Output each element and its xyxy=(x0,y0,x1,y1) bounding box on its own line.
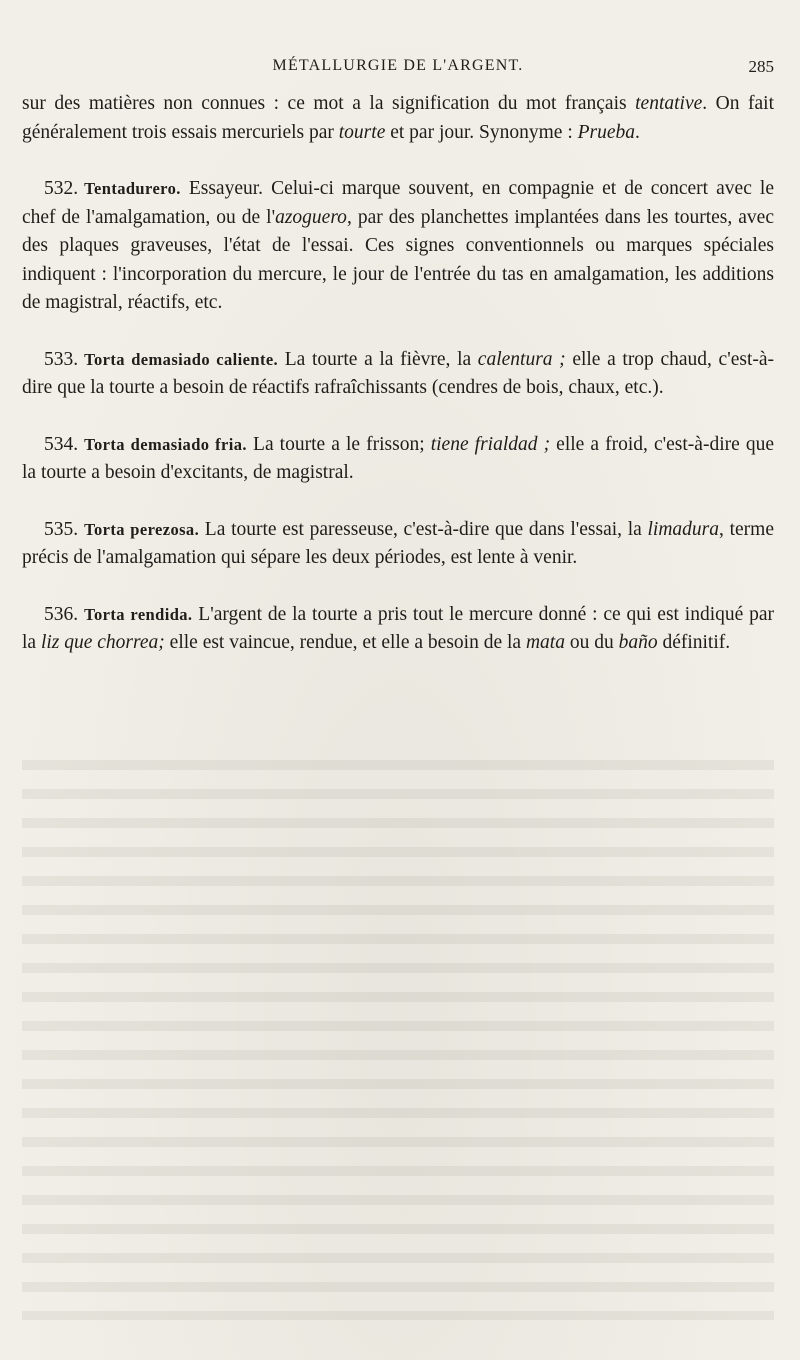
entry-term: Torta demasiado fria. xyxy=(84,434,247,454)
text-run: La tourte est paresseuse, c'est-à-dire que dans l'essai, la xyxy=(199,518,648,540)
show-through-texture xyxy=(22,760,774,1320)
text-run: L'argent de la tourte a pris tout le mercure donné : ce qui est indiqué par la xyxy=(22,603,774,653)
italic-term: baño xyxy=(618,632,658,653)
text-run: , par des planchettes implantées dans les tourtes, avec des plaques graveuses, l'état de l'essai. Ces signes conventionnels ou marques spéciales indiquent : l'incorporation du mercure, le jour de l'entrée du tas en amalgamation, les additions de magistral, réactifs, etc. xyxy=(22,206,774,313)
italic-term: calentura ; xyxy=(477,348,566,370)
entry-535 xyxy=(22,516,774,573)
text-run: définitif. xyxy=(657,632,731,653)
intro-paragraph xyxy=(22,90,774,147)
entry-number: 534. xyxy=(44,433,79,455)
entry-term: Tentadurero. xyxy=(84,179,181,198)
italic-term: tourte xyxy=(338,121,386,143)
entry-533 xyxy=(22,346,774,403)
text-run: , terme précis de l'amalgamation qui sépare les deux périodes, est lente à venir. xyxy=(22,518,774,568)
text-run: La tourte a le frisson; xyxy=(246,433,431,455)
text-run: La tourte a la fièvre, la xyxy=(278,348,478,370)
italic-term: limadura xyxy=(647,518,720,540)
text-run: elle a froid, c'est-à-dire que la tourte a besoin d'excitants, de magistral. xyxy=(22,433,775,483)
page-number: 285 xyxy=(748,57,774,76)
entry-term: Torta demasiado caliente. xyxy=(84,349,279,369)
text-run: elle a trop chaud, c'est-à-dire que la tourte a besoin de réactifs rafraîchissants (cendres de bois, chaux, etc.). xyxy=(22,348,775,398)
text-run: Essayeur. Celui-ci marque souvent, en compagnie et de concert avec le chef de l'amalgamation, ou de l' xyxy=(22,178,774,228)
entry-number: 532. xyxy=(44,178,79,199)
text-run: et par jour. Synonyme : xyxy=(385,121,578,143)
entry-term: Torta rendida. xyxy=(84,604,193,624)
entry-number: 536. xyxy=(44,603,79,625)
italic-term: liz que chorrea; xyxy=(40,632,165,653)
italic-term: tiene frialdad ; xyxy=(430,433,551,455)
italic-term: tentative xyxy=(635,93,703,114)
text-run: sur des matières non connues : ce mot a la signification du mot français xyxy=(22,93,636,114)
italic-term: Prueba xyxy=(577,121,636,143)
entry-532 xyxy=(22,175,774,318)
text-run: elle est vaincue, rendue, et elle a besoin de la xyxy=(164,632,526,653)
italic-term: azoguero xyxy=(275,206,347,228)
running-head xyxy=(22,55,774,81)
entry-number: 533. xyxy=(44,348,79,370)
text-run: ou du xyxy=(564,632,619,653)
text-run: . xyxy=(635,121,640,143)
body-text xyxy=(22,90,774,686)
text-run: . On fait généralement trois essais mercuriels par xyxy=(22,93,774,143)
running-title: MÉTALLURGIE DE L'ARGENT. xyxy=(272,57,524,74)
entry-536 xyxy=(22,601,774,658)
entry-534 xyxy=(22,431,774,488)
entry-number: 535. xyxy=(44,518,79,540)
italic-term: mata xyxy=(525,632,565,653)
entry-term: Torta perezosa. xyxy=(84,519,200,539)
